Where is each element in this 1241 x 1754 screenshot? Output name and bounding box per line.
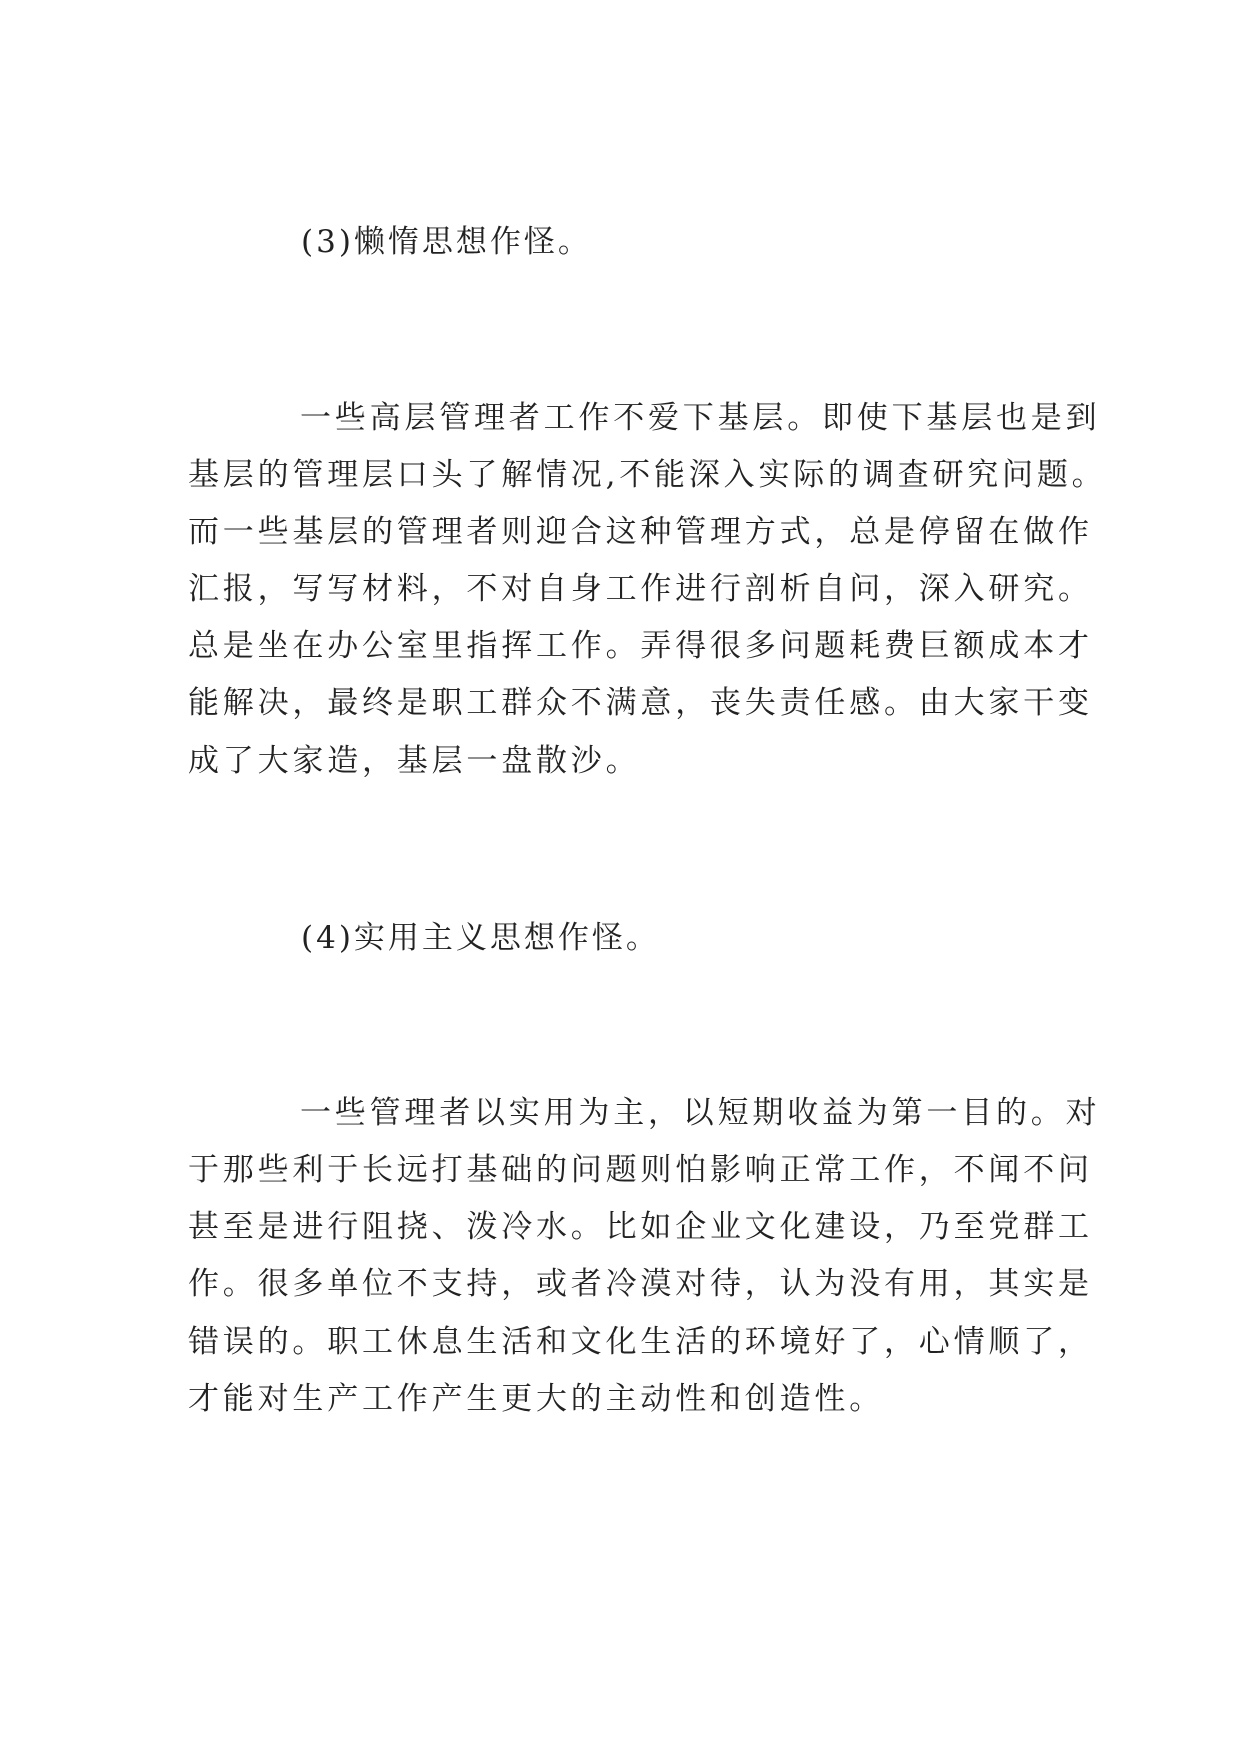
paragraph-line: 甚至是进行阻挠、泼冷水。比如企业文化建设，乃至党群工 — [188, 1209, 1093, 1245]
paragraph-line: 作。很多单位不支持，或者冷漠对待，认为没有用，其实是 — [188, 1266, 1093, 1302]
paragraph-line: 于那些利于长远打基础的问题则怕影响正常工作，不闻不问 — [188, 1152, 1093, 1188]
section-heading: (3)懒惰思想作怪。 — [301, 224, 592, 260]
paragraph-line: 而一些基层的管理者则迎合这种管理方式，总是停留在做作 — [188, 514, 1093, 550]
paragraph-line: 能解决，最终是职工群众不满意，丧失责任感。由大家干变 — [188, 685, 1093, 721]
paragraph-line: 总是坐在办公室里指挥工作。弄得很多问题耗费巨额成本才 — [188, 628, 1093, 664]
paragraph-line: 才能对生产工作产生更大的主动性和创造性。 — [188, 1381, 884, 1417]
section-heading: (4)实用主义思想作怪。 — [301, 920, 660, 956]
paragraph-line: 成了大家造，基层一盘散沙。 — [188, 743, 641, 779]
paragraph-line: 一些高层管理者工作不爱下基层。即使下基层也是到 — [300, 400, 1101, 436]
paragraph-line: 汇报，写写材料，不对自身工作进行剖析自问，深入研究。 — [188, 571, 1093, 607]
paragraph-line: 错误的。职工休息生活和文化生活的环境好了，心情顺了， — [188, 1324, 1093, 1360]
paragraph-line: 一些管理者以实用为主，以短期收益为第一目的。对 — [300, 1095, 1101, 1131]
paragraph-line: 基层的管理层口头了解情况,不能深入实际的调查研究问题。 — [188, 457, 1107, 493]
